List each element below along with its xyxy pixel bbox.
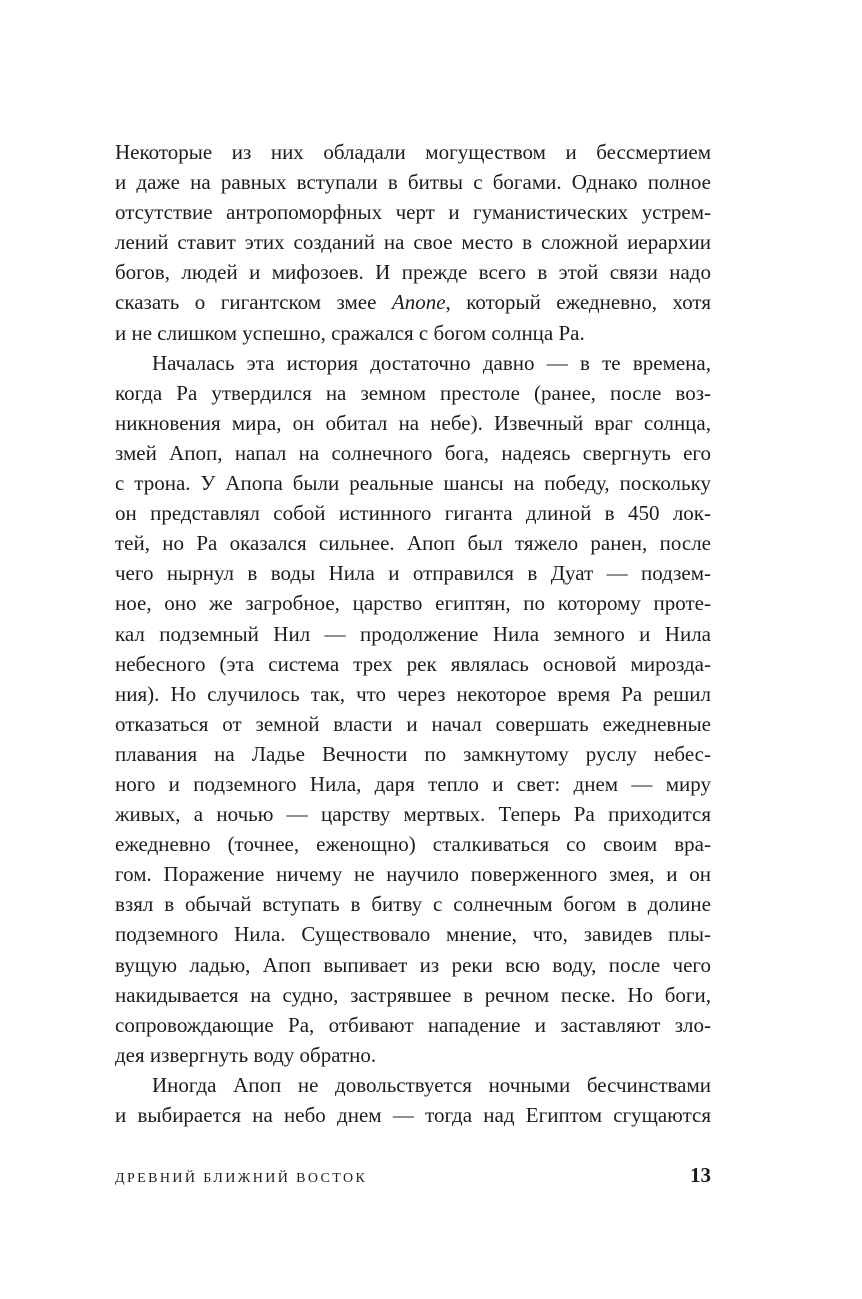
text-line: ежедневно (точнее, еженощно) сталкиваться со своим вра- [115,832,711,857]
text-line: кал подземный Нил — продолжение Нила земного и Нила [115,621,711,646]
text-line: вущую ладью, Апоп выпивает из реки всю воду, после чего [115,952,711,977]
text-line: с трона. У Апопа были реальные шансы на победу, поскольку [115,471,711,496]
body-text [115,137,711,1130]
text-line: ное, оно же загробное, царство египтян, по которому проте- [115,591,711,616]
text-line: чего нырнул в воды Нила и отправился в Дуат — подзем- [115,561,711,586]
text-line: накидывается на судно, застрявшее в речном песке. Но боги, [115,982,711,1007]
text-line: Началась эта история достаточно давно — в те времена, [152,350,711,375]
text-line: змей Апоп, напал на солнечного бога, надеясь свергнуть его [115,440,711,465]
text-line: Некоторые из них обладали могуществом и бессмертием [115,140,711,164]
text-line: гом. Поражение ничему не научило поверженного змея, и он [115,862,711,887]
text-line: подземного Нила. Существовало мнение, что, завидев плы- [115,922,711,947]
text-line: тей, но Ра оказался сильнее. Апоп был тяжело ранен, после [115,531,711,556]
text-line: живых, а ночью — царству мертвых. Теперь Ра приходится [115,802,711,827]
text-line: отсутствие антропоморфных черт и гуманистических устрем- [115,200,711,225]
text-line: сказать о гигантском змее Апопе, который ежедневно, хотя [115,290,711,315]
text-line: богов, людей и мифозоев. И прежде всего в этой связи надо [115,260,711,285]
text-line: отказаться от земной власти и начал совершать ежедневные [115,711,711,736]
text-line: небесного (эта система трех рек являлась основой мирозда- [115,651,711,676]
page-footer [115,1163,711,1188]
text-line: сопровождающие Ра, отбивают нападение и заставляют зло- [115,1012,711,1037]
text-line: когда Ра утвердился на земном престоле (ранее, после воз- [115,380,711,405]
text-line: взял в обычай вступать в битву с солнечным богом в долине [115,892,711,917]
text-line: и даже на равных вступали в битвы с богами. Однако полное [115,170,711,195]
text-line: дея извергнуть воду обратно. [115,1042,377,1067]
running-title: ДРЕВНИЙ БЛИЖНИЙ ВОСТОК [115,1171,368,1186]
page-number: 13 [690,1163,711,1187]
text-line: и выбирается на небо днем — тогда над Египтом сгущаются [115,1103,711,1127]
text-line: ния). Но случилось так, что через некоторое время Ра решил [115,681,711,706]
text-line: ного и подземного Нила, даря тепло и свет: днем — миру [115,771,711,796]
text-line: плавания на Ладье Вечности по замкнутому руслу небес- [115,741,711,766]
text-line: Иногда Апоп не довольствуется ночными бесчинствами [152,1072,711,1097]
text-line: и не слишком успешно, сражался с богом солнца Ра. [115,320,585,345]
text-line: лений ставит этих созданий на свое место в сложной иерархии [115,230,711,255]
text-line: никновения мира, он обитал на небе). Извечный враг солнца, [115,410,711,435]
text-line: он представлял собой истинного гиганта длиной в 450 лок- [115,501,711,526]
